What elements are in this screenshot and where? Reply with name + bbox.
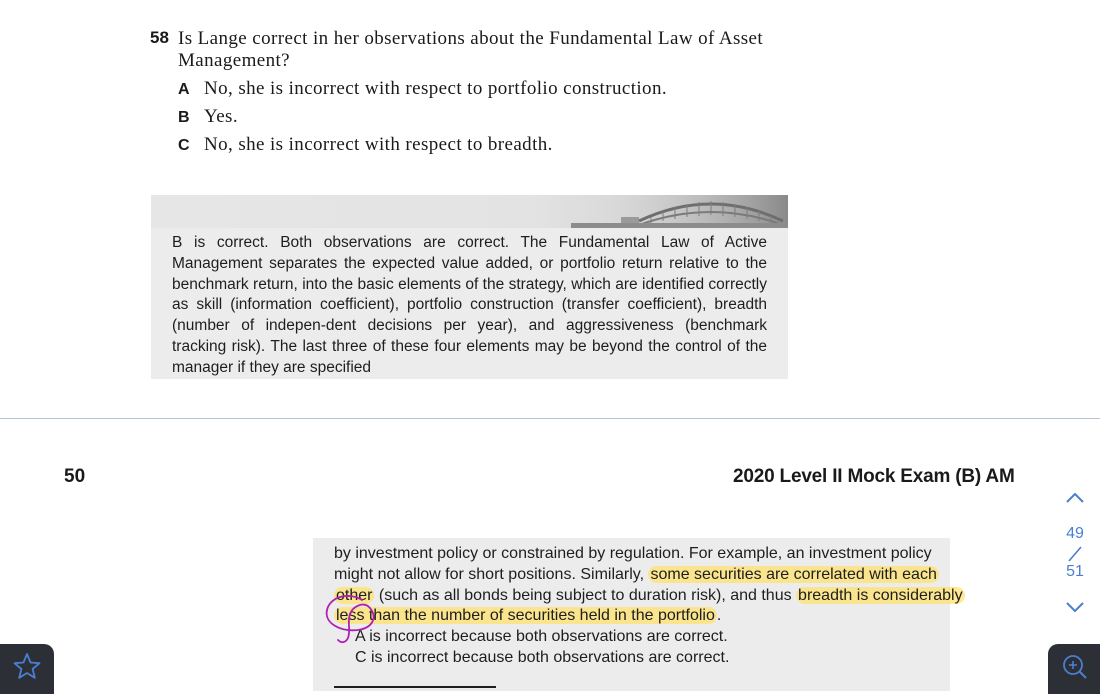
answer-explanation-box [151, 195, 788, 379]
zoom-in-button[interactable] [1048, 644, 1100, 694]
option-text: No, she is incorrect with respect to breadth. [204, 134, 553, 155]
page-indicator [1058, 525, 1092, 581]
page-separator [1058, 543, 1092, 563]
option-letter: C [178, 137, 190, 154]
option-text: Yes. [204, 106, 238, 127]
continuation-line [334, 565, 937, 586]
highlighted-text[interactable]: breadth is considerably [798, 586, 963, 604]
favorite-button[interactable] [0, 644, 54, 694]
answer-continuation-text [334, 544, 963, 669]
page-divider [0, 418, 1100, 419]
pen-annotation-circle[interactable] [320, 590, 390, 650]
zoom-in-icon [1048, 644, 1100, 694]
text-segment: (such as all bonds being subject to duration risk), and thus [374, 586, 797, 604]
footnote-rule [334, 686, 496, 688]
current-page: 49 [1066, 525, 1084, 542]
incorrect-explanation-a: A is incorrect because both observations are correct. [355, 628, 728, 646]
banner-image [151, 195, 788, 228]
star-icon [0, 644, 54, 694]
answer-continuation-box [313, 538, 963, 691]
highlighted-text[interactable]: other [336, 586, 373, 604]
option-letter: A [178, 81, 190, 98]
chevron-down-icon[interactable] [1064, 600, 1086, 614]
continuation-line: by investment policy or constrained by regulation. For example, an investment policy [334, 545, 932, 562]
highlighted-text[interactable]: some securities are correlated with each [650, 565, 937, 583]
page-number: 50 [64, 466, 86, 487]
incorrect-explanation-c: C is incorrect because both observations are correct. [355, 648, 730, 666]
continuation-line [334, 606, 929, 627]
answer-option-a[interactable] [178, 78, 667, 100]
question-number: 58 [150, 28, 169, 47]
continuation-line [334, 586, 963, 607]
harbour-bridge-illustration [151, 195, 788, 228]
running-header: 2020 Level II Mock Exam (B) AM [733, 466, 1015, 487]
answer-option-c[interactable] [178, 134, 553, 156]
question-text: Is Lange correct in her observations about the Fundamental Law of Asset Management? [178, 28, 764, 71]
answer-option-b[interactable] [178, 106, 238, 128]
option-text: No, she is incorrect with respect to portfolio construction. [204, 78, 668, 99]
chevron-up-icon[interactable] [1064, 491, 1086, 505]
highlighted-text[interactable]: less than the number of securities held in the portfolio [336, 607, 715, 625]
total-pages: 51 [1066, 563, 1084, 580]
option-letter: B [178, 109, 190, 126]
text-segment: . [716, 607, 722, 625]
text-segment: might not allow for short positions. Similarly, [334, 565, 649, 583]
answer-explanation-text: B is correct. Both observations are correct. The Fundamental Law of Active Management separates the expected value added, or portfolio return relative to the benchmark return, into the basic elements of the strategy, which are identified correctly as skill (information coefficient), portfolio construction (transfer coefficient), breadth (number of indepen-dent decisions per year), and aggressiveness (benchmark tracking risk). The last three of these four elements may be beyond the control of the manager if they are specified [172, 234, 767, 376]
